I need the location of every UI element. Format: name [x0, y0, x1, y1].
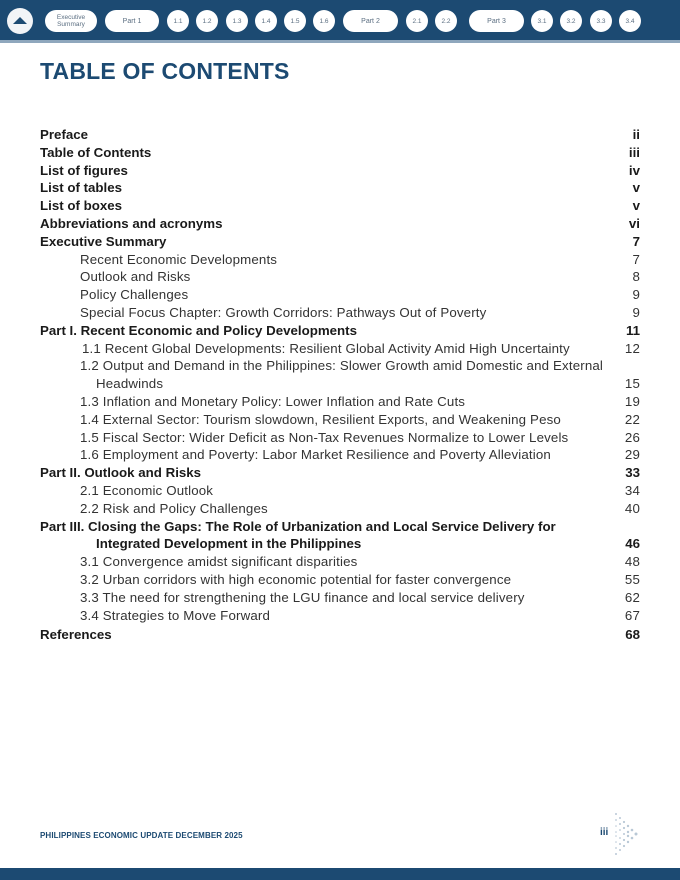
toc-entry-policy-challenges[interactable] [40, 286, 640, 304]
toc-entry-title: 2.1 Economic Outlook [80, 482, 214, 498]
nav-section-3-1[interactable]: 3.1 [531, 10, 553, 32]
toc-entry-page: 34 [624, 482, 640, 498]
home-button[interactable] [7, 8, 33, 34]
toc-entry-abbreviations[interactable] [40, 215, 640, 233]
toc-entry-part-3[interactable] [40, 518, 640, 554]
table-of-contents [40, 126, 640, 644]
toc-entry-page: 9 [632, 287, 640, 303]
nav-section-1-5[interactable]: 1.5 [284, 10, 306, 32]
nav-part-3[interactable]: Part 3 [469, 10, 524, 32]
toc-entry-page: 11 [625, 322, 640, 338]
toc-entry-title: List of tables [40, 180, 123, 196]
toc-entry-page: 26 [624, 429, 640, 445]
toc-entry-page: 55 [624, 571, 640, 587]
toc-entry-title: List of boxes [40, 198, 123, 214]
toc-entry-title: 3.1 Convergence amidst significant disparities [80, 554, 358, 570]
toc-entry-page: v [632, 198, 640, 214]
nav-section-2-2[interactable]: 2.2 [435, 10, 457, 32]
page-title: TABLE OF CONTENTS [40, 58, 290, 84]
footer-publication-title: PHILIPPINES ECONOMIC UPDATE DECEMBER 2025 [40, 831, 243, 840]
toc-entry-section-1-5[interactable] [40, 429, 640, 447]
nav-section-1-4[interactable]: 1.4 [255, 10, 277, 32]
toc-entry-title: Table of Contents [40, 144, 152, 160]
toc-entry-section-1-3[interactable] [40, 393, 640, 411]
toc-entry-page: 19 [624, 393, 640, 409]
toc-entry-section-3-3[interactable] [40, 589, 640, 607]
toc-entry-page: 15 [624, 376, 640, 392]
toc-entry-title: Special Focus Chapter: Growth Corridors: Pathways Out of Poverty [80, 304, 487, 320]
toc-entry-section-1-1[interactable] [40, 340, 640, 358]
toc-entry-page: 7 [632, 233, 640, 249]
footer-page-number: iii [600, 827, 609, 838]
toc-entry-title: Part III. Closing the Gaps: The Role of Urbanization and Local Service Delivery for Integrated Development in the Philippines [40, 518, 556, 552]
dotted-arrow-icon[interactable] [612, 810, 642, 858]
nav-section-1-2[interactable]: 1.2 [196, 10, 218, 32]
toc-entry-executive-summary[interactable] [40, 233, 640, 251]
navigation-divider [0, 40, 680, 43]
toc-entry-title: Outlook and Risks [80, 269, 191, 285]
toc-entry-part-1[interactable] [40, 322, 640, 340]
toc-entry-page: 48 [624, 554, 640, 570]
toc-entry-page: 7 [632, 251, 640, 267]
toc-entry-outlook-and-risks[interactable] [40, 268, 640, 286]
toc-entry-title: 2.2 Risk and Policy Challenges [80, 500, 268, 516]
nav-section-1-6[interactable]: 1.6 [313, 10, 335, 32]
toc-entry-page: 68 [625, 627, 640, 643]
toc-entry-title: Part II. Outlook and Risks [40, 465, 202, 481]
toc-entry-references[interactable] [40, 626, 640, 644]
toc-entry-title: Preface [40, 127, 89, 142]
toc-entry-page: 40 [624, 500, 640, 516]
toc-entry-section-2-1[interactable] [40, 482, 640, 500]
toc-entry-page: 29 [624, 447, 640, 463]
toc-entry-title: 3.2 Urban corridors with high economic potential for faster convergence [80, 571, 512, 587]
toc-entry-page: iv [628, 162, 640, 178]
toc-entry-page: iii [628, 144, 640, 160]
nav-part-1[interactable]: Part 1 [105, 10, 159, 32]
nav-section-2-1[interactable]: 2.1 [406, 10, 428, 32]
toc-entry-title: 1.6 Employment and Poverty: Labor Market Resilience and Poverty Alleviation [80, 447, 551, 463]
toc-entry-page: v [632, 180, 640, 196]
toc-entry-page: 33 [625, 465, 640, 481]
toc-entry-page: 22 [624, 411, 640, 427]
nav-section-3-3[interactable]: 3.3 [590, 10, 612, 32]
toc-entry-section-3-1[interactable] [40, 553, 640, 571]
toc-entry-page: 67 [624, 607, 640, 623]
toc-entry-list-of-tables[interactable] [40, 179, 640, 197]
toc-entry-page: 46 [625, 536, 640, 552]
nav-executive-summary[interactable]: Executive Summary [45, 10, 97, 32]
toc-entry-title: References [40, 627, 112, 643]
toc-entry-title: Executive Summary [40, 233, 167, 249]
toc-entry-title: List of figures [40, 162, 128, 178]
toc-entry-page: 62 [624, 589, 640, 605]
toc-entry-page: vi [628, 215, 640, 231]
toc-entry-title: Part I. Recent Economic and Policy Developments [40, 322, 358, 338]
toc-entry-page: 9 [632, 304, 640, 320]
toc-entry-section-3-2[interactable] [40, 571, 640, 589]
toc-entry-special-focus-chapter[interactable] [40, 304, 640, 322]
toc-entry-title: 1.4 External Sector: Tourism slowdown, Resilient Exports, and Weakening Peso [80, 411, 561, 427]
toc-entry-title: Recent Economic Developments [80, 251, 278, 267]
toc-entry-page: 8 [632, 269, 640, 285]
nav-section-3-2[interactable]: 3.2 [560, 10, 582, 32]
toc-entry-part-2[interactable] [40, 464, 640, 482]
toc-entry-list-of-boxes[interactable] [40, 197, 640, 215]
toc-entry-list-of-figures[interactable] [40, 162, 640, 180]
toc-entry-title: 1.3 Inflation and Monetary Policy: Lower Inflation and Rate Cuts [80, 393, 466, 409]
toc-entry-recent-economic-developments[interactable] [40, 251, 640, 269]
toc-entry-title: 1.1 Recent Global Developments: Resilient Global Activity Amid High Uncertainty [82, 340, 570, 356]
toc-entry-title: 1.2 Output and Demand in the Philippines: Slower Growth amid Domestic and External Headwinds [80, 358, 604, 392]
toc-entry-page: 12 [624, 340, 640, 356]
bottom-bar [0, 868, 680, 880]
toc-entry-title: 3.4 Strategies to Move Forward [80, 607, 271, 623]
toc-entry-title: Policy Challenges [80, 287, 189, 303]
toc-entry-page: ii [632, 127, 640, 142]
nav-part-2[interactable]: Part 2 [343, 10, 398, 32]
triangle-up-icon [13, 17, 27, 24]
toc-entry-section-3-4[interactable] [40, 607, 640, 625]
nav-section-1-1[interactable]: 1.1 [167, 10, 189, 32]
toc-entry-title: Abbreviations and acronyms [40, 215, 223, 231]
toc-entry-table-of-contents[interactable] [40, 144, 640, 162]
toc-entry-title: 1.5 Fiscal Sector: Wider Deficit as Non-Tax Revenues Normalize to Lower Levels [80, 429, 569, 445]
toc-entry-section-2-2[interactable] [40, 500, 640, 518]
toc-entry-title: 3.3 The need for strengthening the LGU finance and local service delivery [80, 589, 525, 605]
toc-entry-section-1-4[interactable] [40, 411, 640, 429]
toc-entry-section-1-6[interactable] [40, 446, 640, 464]
nav-section-3-4[interactable]: 3.4 [619, 10, 641, 32]
toc-entry-section-1-2[interactable] [40, 357, 640, 393]
toc-entry-preface[interactable] [40, 126, 640, 144]
nav-section-1-3[interactable]: 1.3 [226, 10, 248, 32]
